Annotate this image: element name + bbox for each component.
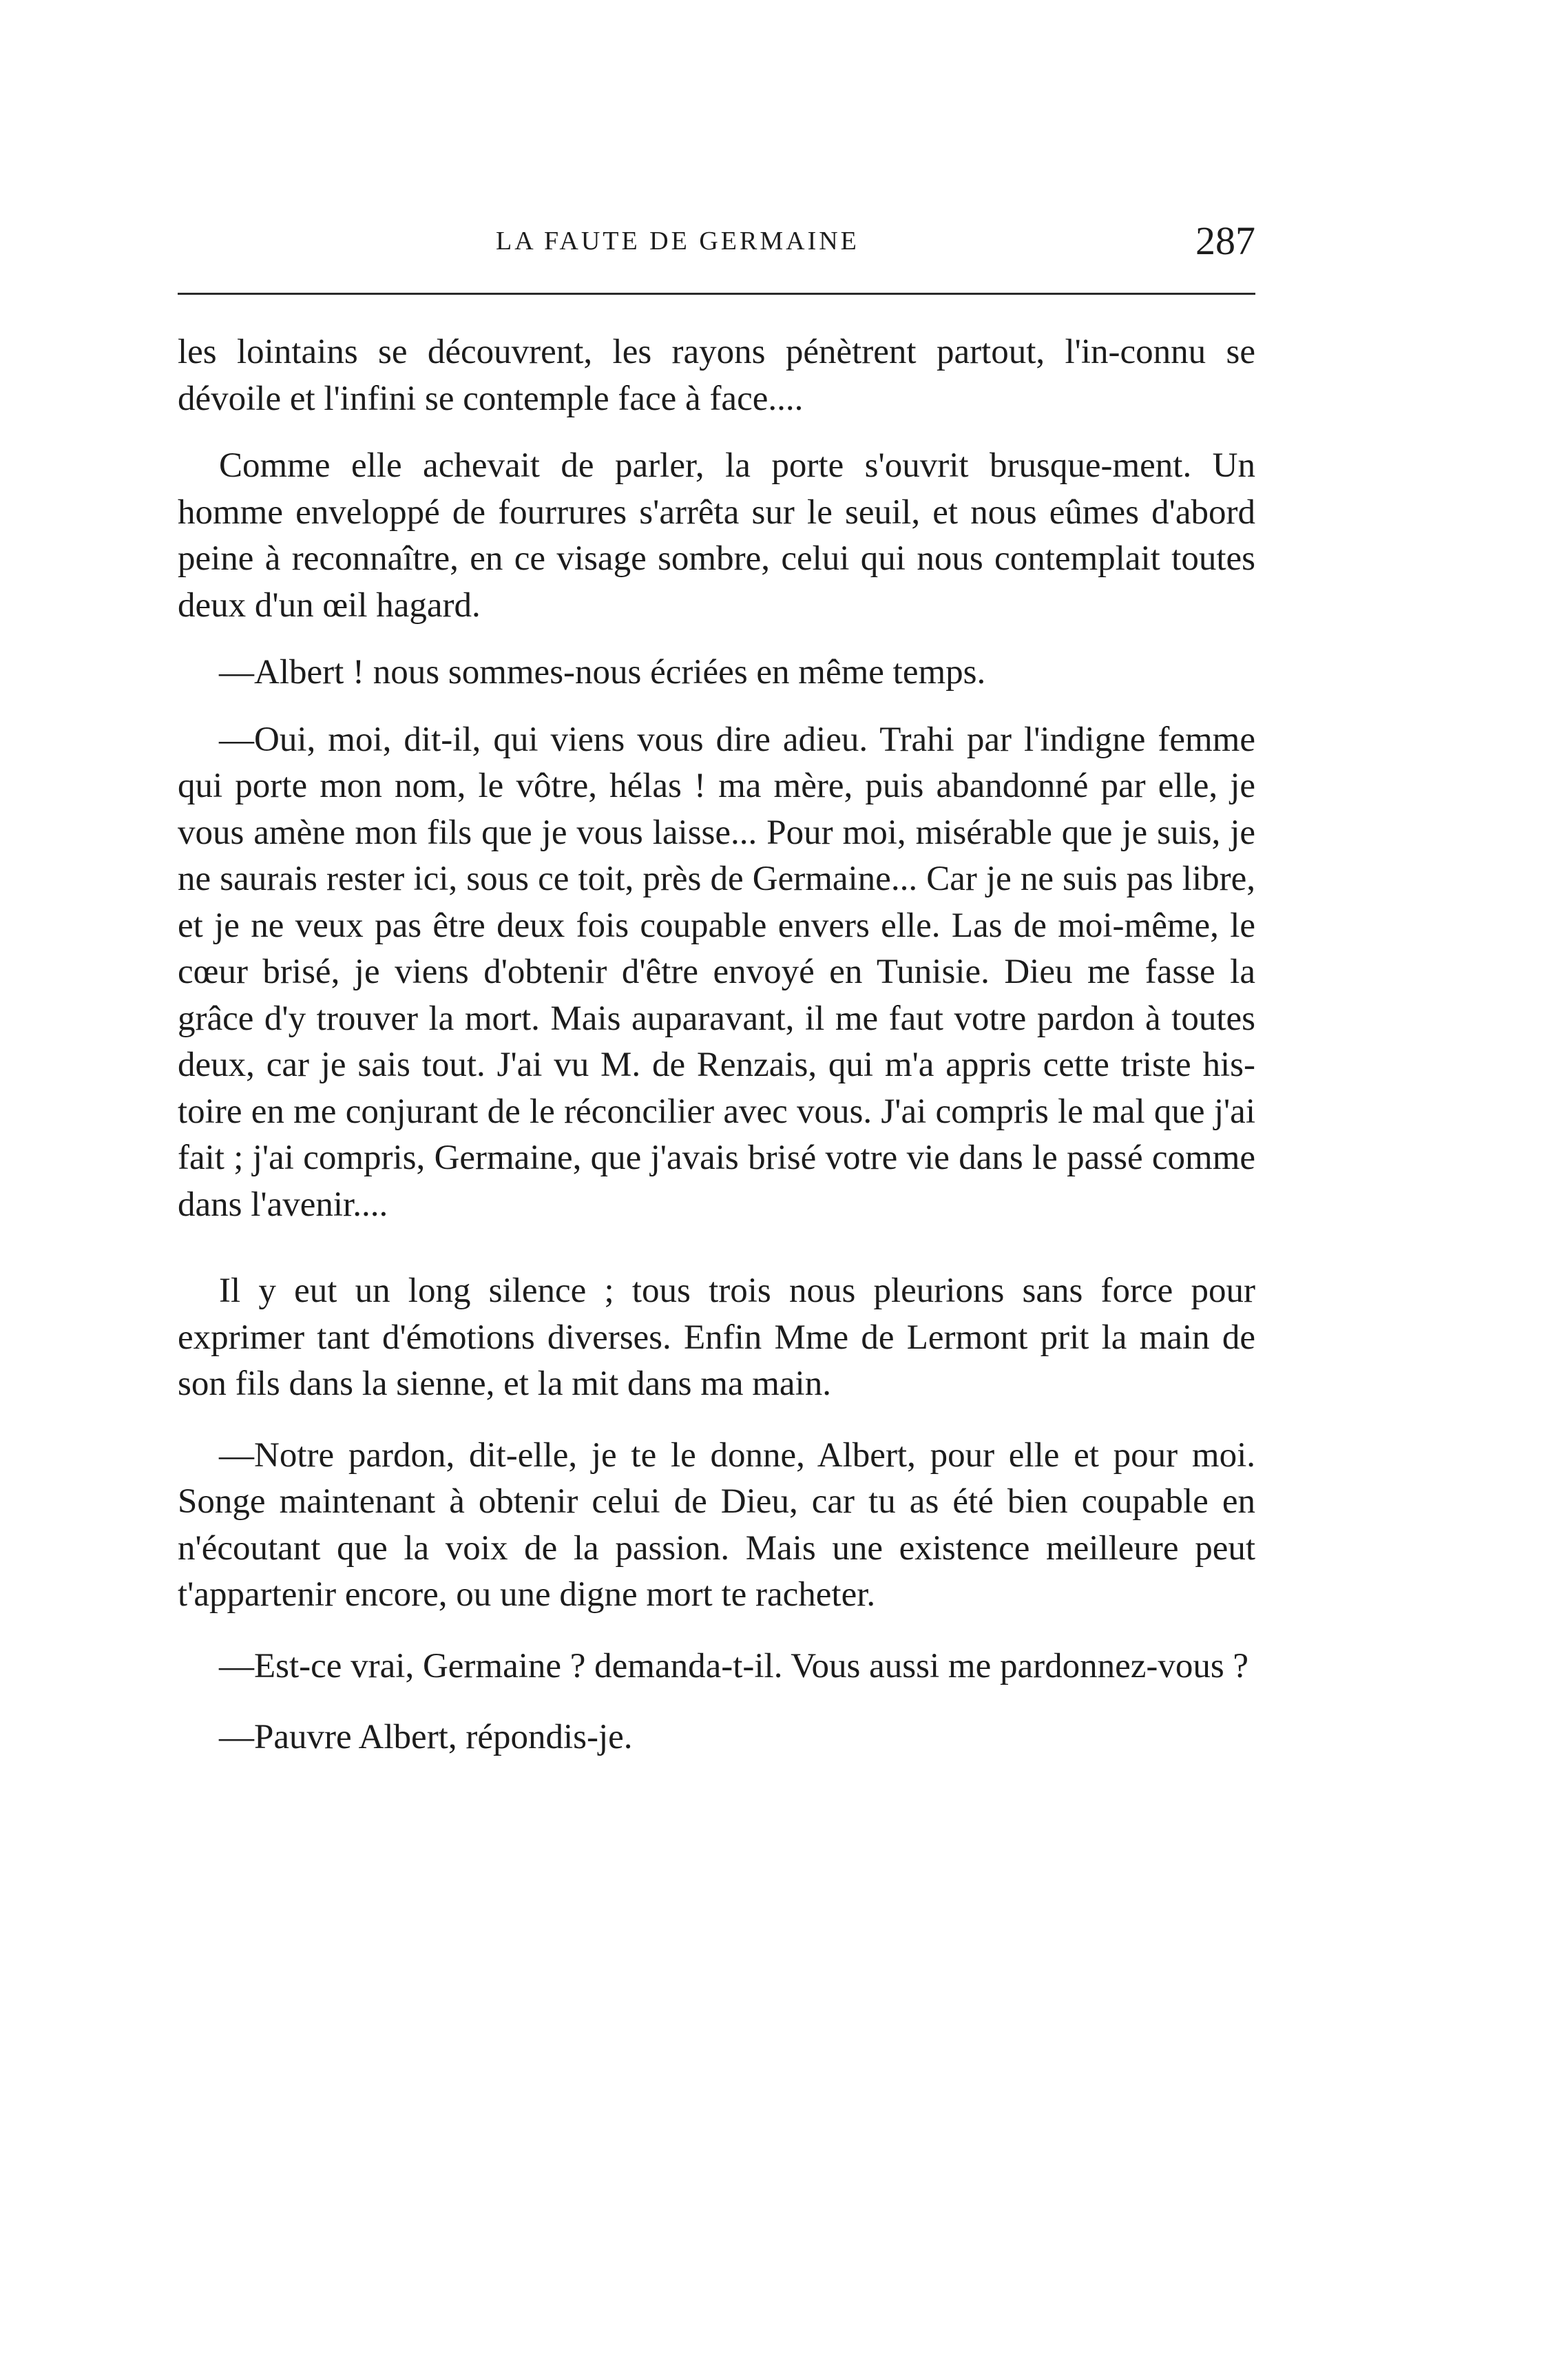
page-number: 287: [1195, 218, 1255, 263]
paragraph-albert-exclamation: —Albert ! nous sommes-nous écriées en même temps.: [219, 653, 986, 692]
paragraph-question: —Est-ce vrai, Germaine ? demanda-t-il. Vous aussi me pardonnez-vous ?: [219, 1646, 1249, 1685]
paragraph-albert-speech: —Oui, moi, dit-il, qui viens vous dire adieu. Trahi par l'indigne femme qui porte mon nom, le vôtre, hélas ! ma mère, puis abandonné par elle, je vous amène mon fils que je vous laisse... Pour moi, misérable que je suis, je ne saurais rester ici, sous ce toit, près de Germaine... Car je ne suis pas libre, et je ne veux pas être deux fois coupable envers elle. Las de moi-même, le cœur brisé, je viens d'obtenir d'être envoyé en Tunisie. Dieu me fasse la grâce d'y trouver la mort. Mais auparavant, il me faut votre pardon à toutes deux, car je sais tout. J'ai vu M. de Renzais, qui m'a appris cette triste his-toire en me conjurant de le réconcilier avec vous. J'ai compris le mal que j'ai fait ; j'ai compris, Germaine, que j'avais brisé votre vie dans le passé comme dans l'avenir....: [178, 720, 1255, 1224]
header-rule: [178, 293, 1255, 295]
paragraph-silence: Il y eut un long silence ; tous trois nous pleurions sans force pour exprimer tant d'émotions diverses. Enfin Mme de Lermont prit la main de son fils dans la sienne, et la mit dans ma main.: [178, 1271, 1255, 1403]
running-head: [178, 218, 1255, 270]
paragraph-reply: —Pauvre Albert, répondis-je.: [219, 1718, 633, 1756]
paragraph-pardon: —Notre pardon, dit-elle, je te le donne, Albert, pour elle et pour moi. Songe maintenant à obtenir celui de Dieu, car tu as été bien coupable en n'écoutant que la voix de la passion. Mais une existence meilleure peut t'appartenir encore, ou une digne mort te racheter.: [178, 1435, 1255, 1614]
running-title: LA FAUTE DE GERMAINE: [496, 227, 859, 256]
paragraph-door-opens: Comme elle achevait de parler, la porte s'ouvrit brusque-ment. Un homme enveloppé de fourrures s'arrêta sur le seuil, et nous eûmes d'abord peine à reconnaître, en ce visage sombre, celui qui nous contemplait toutes deux d'un œil hagard.: [178, 446, 1255, 625]
body-text: [178, 329, 1255, 1761]
paragraph-continuation: les lointains se découvrent, les rayons pénètrent partout, l'in-connu se dévoile et l'infini se contemple face à face....: [178, 333, 1255, 418]
